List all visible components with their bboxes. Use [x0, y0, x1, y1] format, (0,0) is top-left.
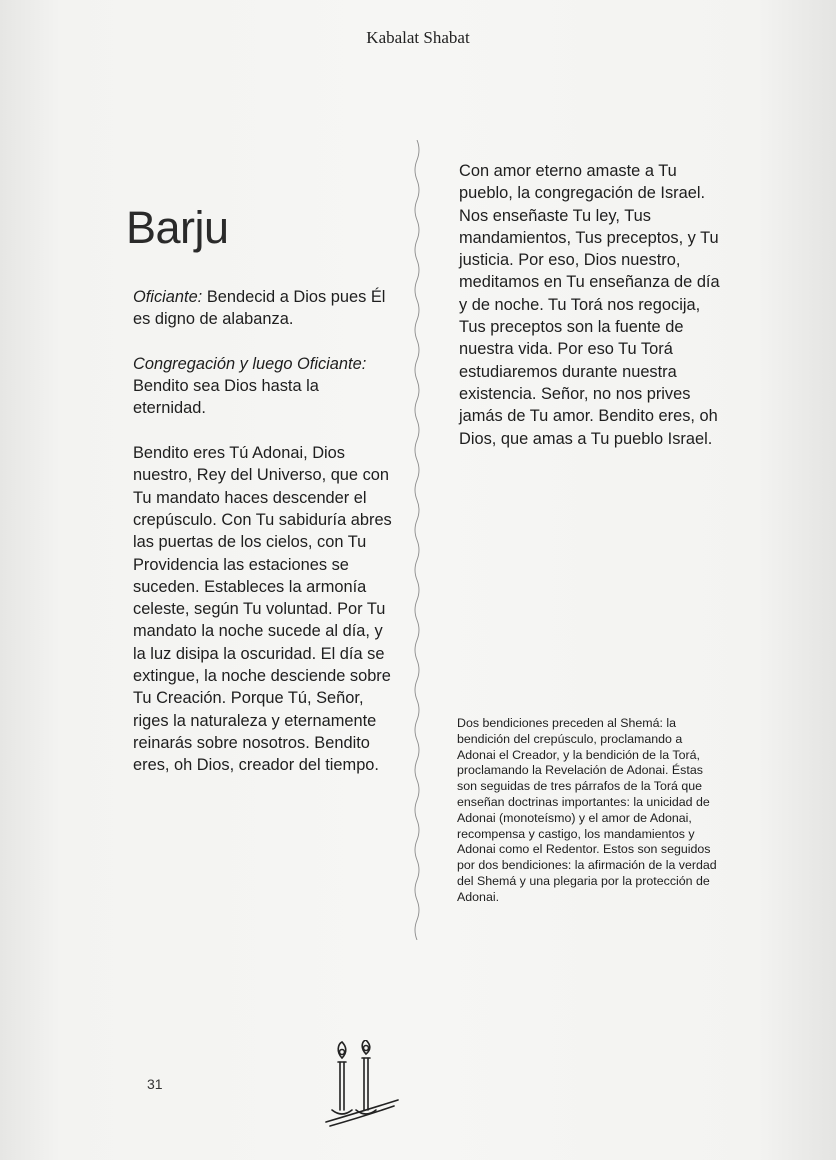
- side-note: [457, 716, 722, 906]
- ahavat-olam-paragraph: Con amor eterno amaste a Tu pueblo, la congregación de Israel. Nos enseñaste Tu ley, Tus mandamientos, Tus preceptos, y Tu justicia. Por eso, Dios nuestro, meditamos en Tu enseñanza de día y de noche. Tu Torá nos regocija, Tus preceptos son la fuente de nuestra vida. Por eso Tu Torá estudiaremos durante nuestra existencia. Señor, no nos prives jamás de Tu amor. Bendito eres, oh Dios, que amas a Tu pueblo Israel.: [459, 162, 720, 448]
- note-text: Dos bendiciones preceden al Shemá: la bendición del crepúsculo, proclamando a Adonai el Creador, y la bendición de la Torá, proclamando la Revelación de Adonai. Éstas son seguidas de tres párrafos de la Torá que enseñan doctrinas importantes: la unicidad de Adonai (monoteísmo) y el amor de Adonai, recompensa y castigo, los mandamientos y Adonai como el Redentor. Estos son seguidos por dos bendiciones: la afirmación de la verdad del Shemá y una plegaria por la protección de Adonai.: [457, 716, 717, 904]
- officiant-paragraph: [133, 286, 395, 331]
- candles-icon: [320, 1040, 400, 1130]
- congregation-text: Bendito sea Dios hasta la eternidad.: [133, 377, 319, 418]
- officiant-text: Bendecid a Dios pues Él es digno de alabanza.: [133, 288, 386, 329]
- left-column: [133, 286, 395, 777]
- column-divider: [406, 140, 428, 940]
- role-label: Oficiante:: [133, 288, 203, 306]
- section-title: Barju: [126, 202, 229, 253]
- running-header: Kabalat Shabat: [366, 28, 470, 47]
- page-number: 31: [147, 1076, 163, 1092]
- right-column: [459, 160, 721, 450]
- congregation-paragraph: [133, 353, 395, 420]
- blessing-paragraph: Bendito eres Tú Adonai, Dios nuestro, Rey del Universo, que con Tu mandato haces descender el crepúsculo. Con Tu sabiduría abres las puertas de los cielos, con Tu Providencia las estaciones se suceden. Estableces la armonía celeste, según Tu voluntad. Por Tu mandato la noche sucede al día, y la luz disipa la oscuridad. El día se extingue, la noche desciende sobre Tu Creación. Porque Tú, Señor, riges la naturaleza y eternamente reinarás sobre nosotros. Bendito eres, oh Dios, creador del tiempo.: [133, 444, 392, 775]
- role-label: Congregación y luego Oficiante:: [133, 354, 367, 373]
